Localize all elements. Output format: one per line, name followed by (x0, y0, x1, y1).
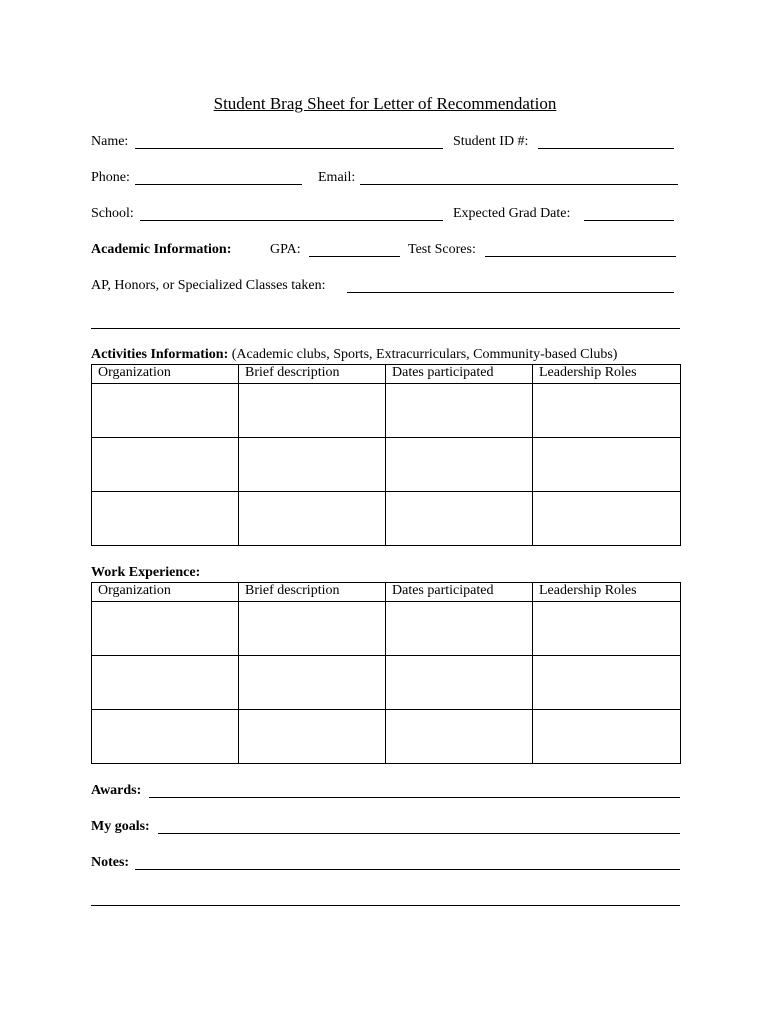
column-header-brief-description: Brief description (239, 583, 386, 602)
table-row (92, 602, 681, 656)
awards-field[interactable] (149, 797, 680, 798)
activities-heading-line (91, 347, 617, 363)
work-header-row (92, 583, 681, 602)
name-label: Name: (91, 134, 129, 149)
test-scores-label: Test Scores: (408, 242, 476, 257)
awards-label: Awards: (91, 783, 142, 798)
test-scores-field[interactable] (485, 256, 676, 257)
notes-field[interactable] (135, 869, 680, 870)
notes-field-continued[interactable] (91, 905, 680, 906)
page-title: Student Brag Sheet for Letter of Recommendation (213, 94, 557, 113)
column-header-organization: Organization (92, 365, 239, 384)
column-header-dates-participated: Dates participated (386, 583, 533, 602)
email-label: Email: (318, 170, 356, 185)
table-cell[interactable] (533, 602, 681, 656)
table-row (92, 656, 681, 710)
table-cell[interactable] (239, 438, 386, 492)
table-cell[interactable] (533, 710, 681, 764)
table-cell[interactable] (533, 492, 681, 546)
school-label: School: (91, 206, 134, 221)
table-cell[interactable] (239, 710, 386, 764)
activities-table (91, 364, 681, 546)
notes-label: Notes: (91, 855, 130, 870)
ap-classes-label: AP, Honors, or Specialized Classes taken: (91, 278, 326, 293)
table-cell[interactable] (386, 602, 533, 656)
table-row (92, 438, 681, 492)
activities-heading: Activities Information: (91, 347, 229, 362)
table-row (92, 710, 681, 764)
academic-info-label: Academic Information: (91, 242, 232, 257)
name-field[interactable] (135, 148, 443, 149)
table-cell[interactable] (239, 384, 386, 438)
table-cell[interactable] (386, 656, 533, 710)
student-id-field[interactable] (538, 148, 674, 149)
expected-grad-field[interactable] (584, 220, 674, 221)
expected-grad-label: Expected Grad Date: (453, 206, 571, 221)
phone-label: Phone: (91, 170, 130, 185)
activities-header-row (92, 365, 681, 384)
table-row (92, 384, 681, 438)
work-table (91, 582, 681, 764)
gpa-field[interactable] (309, 256, 400, 257)
table-cell[interactable] (533, 438, 681, 492)
ap-classes-field-continued[interactable] (91, 328, 680, 329)
phone-field[interactable] (135, 184, 302, 185)
column-header-leadership-roles: Leadership Roles (533, 583, 681, 602)
table-cell[interactable] (92, 492, 239, 546)
table-cell[interactable] (92, 602, 239, 656)
table-cell[interactable] (386, 438, 533, 492)
table-cell[interactable] (239, 492, 386, 546)
column-header-dates-participated: Dates participated (386, 365, 533, 384)
table-cell[interactable] (386, 384, 533, 438)
work-heading: Work Experience: (91, 565, 201, 580)
school-field[interactable] (140, 220, 443, 221)
goals-label: My goals: (91, 819, 150, 834)
table-cell[interactable] (386, 710, 533, 764)
table-cell[interactable] (533, 656, 681, 710)
column-header-brief-description: Brief description (239, 365, 386, 384)
table-cell[interactable] (92, 438, 239, 492)
table-cell[interactable] (92, 384, 239, 438)
table-cell[interactable] (92, 656, 239, 710)
ap-classes-field[interactable] (347, 292, 674, 293)
table-cell[interactable] (533, 384, 681, 438)
table-cell[interactable] (239, 656, 386, 710)
table-cell[interactable] (239, 602, 386, 656)
table-cell[interactable] (386, 492, 533, 546)
table-row (92, 492, 681, 546)
goals-field[interactable] (158, 833, 680, 834)
activities-subheading: (Academic clubs, Sports, Extracurriculars, Community-based Clubs) (231, 347, 618, 362)
student-id-label: Student ID #: (453, 134, 529, 149)
email-field[interactable] (360, 184, 678, 185)
gpa-label: GPA: (270, 242, 301, 257)
column-header-leadership-roles: Leadership Roles (533, 365, 681, 384)
table-cell[interactable] (92, 710, 239, 764)
column-header-organization: Organization (92, 583, 239, 602)
